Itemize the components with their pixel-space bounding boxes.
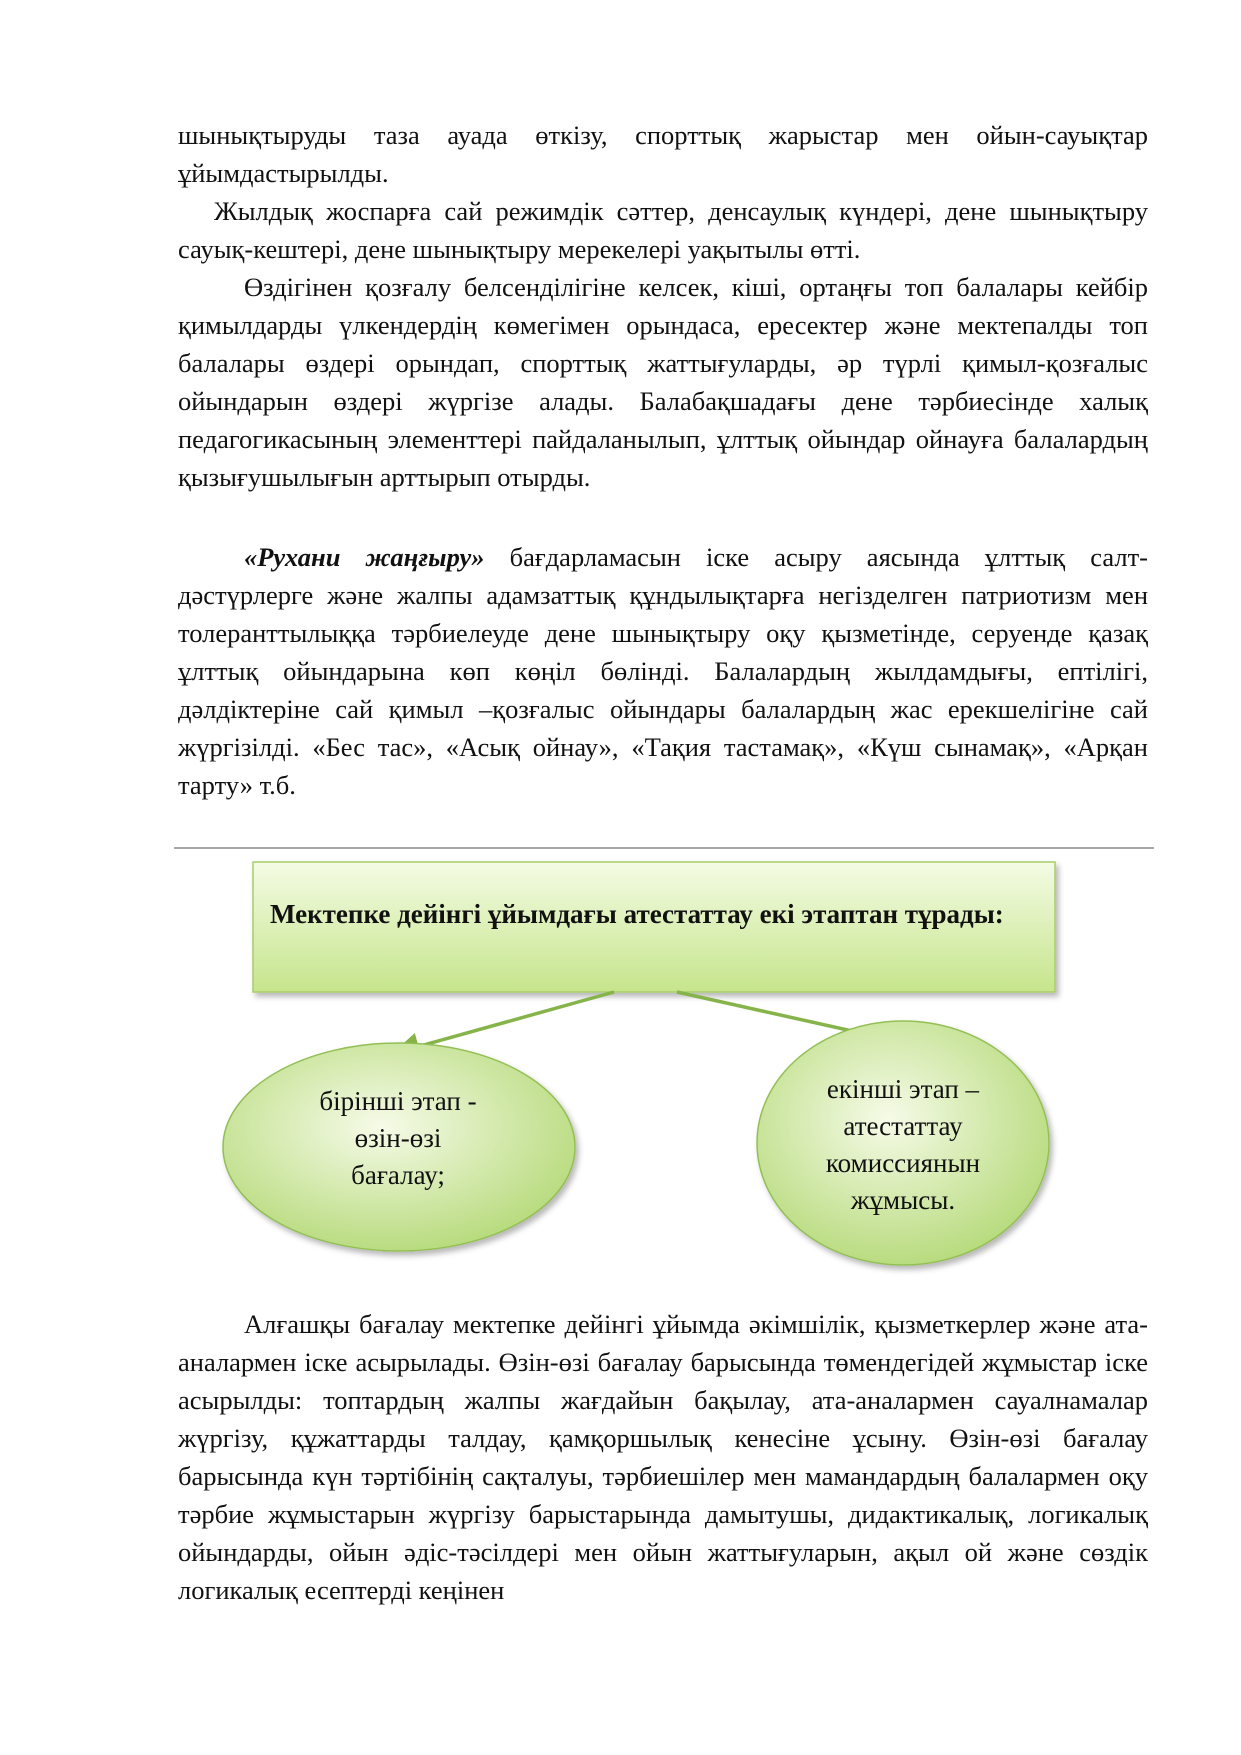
paragraph-5: Алғашқы бағалау мектепке дейінгі ұйымда әкімшілік, қызметкерлер және ата-аналармен іске асырылады. Өзін-өзі бағалау барысында төмендегідей жұмыстар іске асырылды: топтардың жалпы жағдайын бақылау, ата-аналармен сауалнамалар жүргізу, құжаттарды талдау, қамқоршылық кенесіне ұсыну. Өзін-өзі бағалау барысында күн тәртібінің сақталуы, тәрбиешілер мен мамандардың балалармен оқу тәрбие жұмыстарын жүргізу барыстарында дамытушы, дидактикалық, логикалық ойындарды, ойын әдіс-тәсілдері мен ойын жаттығуларын, ақыл ой және сөздік логикалық есептерді кеңінен bbox=[178, 1309, 1148, 1605]
paragraph-4-body: бағдарламасын іске асыру аясында ұлттық салт-дәстүрлерге және жалпы адамзаттық құндылықтарға негізделген патриотизм мен толеранттылыққа тәрбиелеуде дене шынықтыру оқу қызметінде, серуенде қазақ ұлттық ойындарына көп көңіл бөлінді. Балалардың жылдамдығы, ептілігі, дәлдіктеріне сай қимыл –қозғалыс ойындары балалардың жас ерекшелігіне сай жүргізілді. «Бес тас», «Асық ойнау», «Тақия тастамақ», «Күш сынамақ», «Арқан тарту» т.б. bbox=[178, 542, 1148, 800]
stage-two-line: екінші этап – bbox=[826, 1074, 980, 1104]
diagram-title: Мектепке дейінгі ұйымдағы атестаттау екі этаптан тұрады: bbox=[270, 899, 1004, 929]
stage-two-line: атестаттау bbox=[843, 1111, 963, 1141]
stage-two-line: комиссиянын bbox=[825, 1148, 981, 1178]
stage-two-line: жұмысы. bbox=[850, 1185, 956, 1215]
stage-one-line: өзін-өзі bbox=[354, 1123, 442, 1153]
program-name: «Рухани жаңғыру» bbox=[244, 542, 485, 572]
paragraph-3: Өздігінен қозғалу белсенділігіне келсек, кіші, ортаңғы топ балалары кейбір қимылдарды үлкендердің көмегімен орындаса, ересектер және мектепалды топ балалары өздері орындап, спорттық жаттығуларды, әр түрлі қимыл-қозғалыс ойындарын өздері жүргізе алады. Балабақшадағы дене тәрбиесінде халық педагогикасының элементтері пайдаланылып, ұлттық ойындар ойнауға балалардың қызығушылығын арттырып отырды. bbox=[178, 272, 1148, 492]
stage-two-label bbox=[768, 1071, 1038, 1219]
stage-one-line: бағалау; bbox=[351, 1160, 445, 1190]
paragraph-1: шынықтыруды таза ауада өткізу, спорттық жарыстар мен ойын-сауықтар ұйымдастырылды. bbox=[178, 120, 1148, 188]
paragraph-2: Жылдық жоспарға сай режимдік сәттер, денсаулық күндері, дене шынықтыру сауық-кештері, дене шынықтыру мерекелері уақытылы өтті. bbox=[178, 196, 1148, 264]
stage-one-label bbox=[268, 1083, 528, 1194]
stage-one-line: бірінші этап - bbox=[319, 1086, 477, 1116]
